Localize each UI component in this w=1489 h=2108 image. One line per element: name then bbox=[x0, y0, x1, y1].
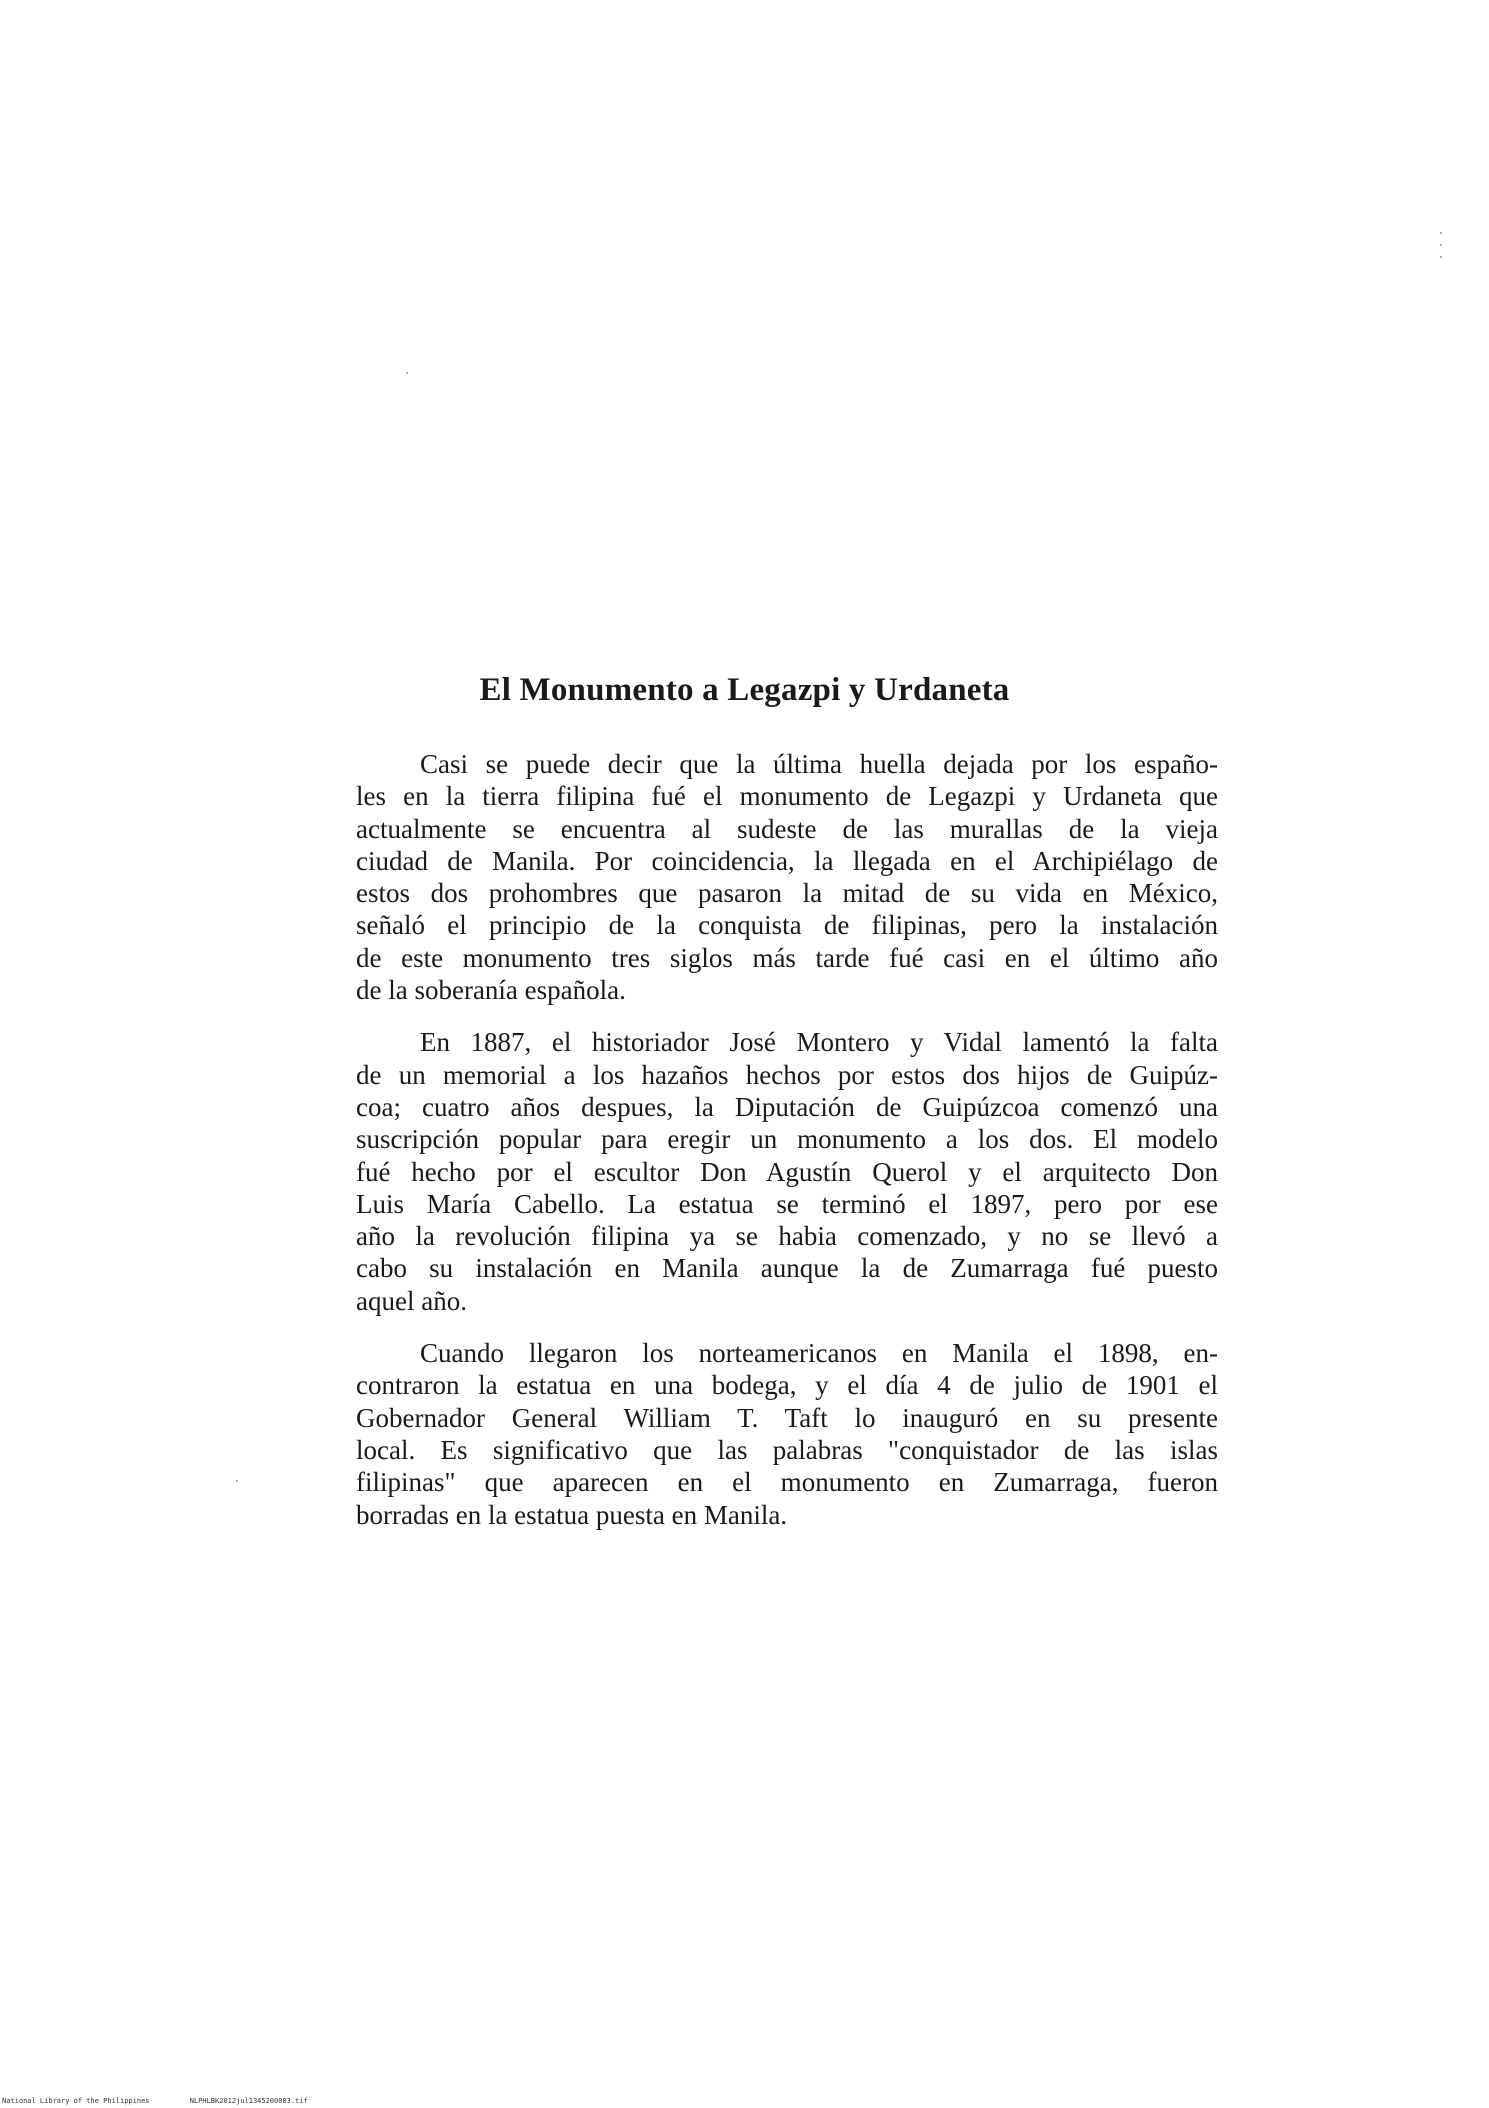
text-line: Casi se puede decir que la última huella dejada por los españo- bbox=[420, 749, 1218, 779]
text-line: de este monumento tres siglos más tarde fué casi en el último año bbox=[356, 942, 1218, 973]
scan-speck bbox=[1440, 232, 1442, 234]
paragraph-1 bbox=[356, 748, 1218, 1006]
scan-speck bbox=[406, 372, 408, 374]
paragraph-2 bbox=[356, 1026, 1218, 1317]
text-line: aquel año. bbox=[356, 1285, 467, 1316]
text-line: Gobernador General William T. Taft lo inauguró en su presente bbox=[356, 1402, 1218, 1433]
text-line: les en la tierra filipina fué el monumento de Legazpi y Urdaneta que bbox=[356, 781, 1218, 812]
text-line: Luis María Cabello. La estatua se terminó el 1897, pero por ese bbox=[356, 1188, 1218, 1219]
text-line: actualmente se encuentra al sudeste de las murallas de la vieja bbox=[356, 813, 1218, 844]
text-line: señaló el principio de la conquista de filipinas, pero la instalación bbox=[356, 910, 1218, 941]
text-line: local. Es significativo que las palabras "conquistador de las islas bbox=[356, 1434, 1218, 1465]
document-body bbox=[356, 748, 1218, 1551]
text-line: coa; cuatro años despues, la Diputación de Guipúzcoa comenzó una bbox=[356, 1091, 1218, 1122]
text-line: de un memorial a los hazaños hechos por estos dos hijos de Guipúz- bbox=[356, 1059, 1218, 1090]
text-line: fué hecho por el escultor Don Agustín Querol y el arquitecto Don bbox=[356, 1156, 1218, 1187]
page-title: El Monumento a Legazpi y Urdaneta bbox=[479, 672, 1010, 708]
text-line: filipinas" que aparecen en el monumento en Zumarraga, fueron bbox=[356, 1467, 1218, 1498]
scan-speck bbox=[236, 1480, 238, 1482]
scan-speck bbox=[1440, 256, 1442, 258]
text-line: ciudad de Manila. Por coincidencia, la llegada en el Archipiélago de bbox=[356, 845, 1218, 876]
text-line: de la soberanía española. bbox=[356, 975, 626, 1006]
footer-file: NLPHLBK2012jul1345200003.tif bbox=[189, 2097, 308, 2105]
text-line: contraron la estatua en una bodega, y el día 4 de julio de 1901 el bbox=[356, 1370, 1218, 1401]
paragraph-3 bbox=[356, 1337, 1218, 1531]
text-line: año la revolución filipina ya se habia comenzado, y no se llevó a bbox=[356, 1221, 1218, 1252]
scan-speck bbox=[1440, 244, 1442, 246]
scan-footer bbox=[2, 2097, 344, 2105]
text-line: borradas en la estatua puesta en Manila. bbox=[356, 1499, 788, 1530]
text-line: cabo su instalación en Manila aunque la de Zumarraga fué puesto bbox=[356, 1253, 1218, 1284]
footer-library: National Library of the Philippines bbox=[2, 2097, 150, 2105]
text-line: estos dos prohombres que pasaron la mitad de su vida en México, bbox=[356, 878, 1218, 909]
text-line: suscripción popular para eregir un monumento a los dos. El modelo bbox=[356, 1124, 1218, 1155]
text-line: Cuando llegaron los norteamericanos en Manila el 1898, en- bbox=[420, 1338, 1218, 1369]
text-line: En 1887, el historiador José Montero y Vidal lamentó la falta bbox=[420, 1027, 1218, 1058]
